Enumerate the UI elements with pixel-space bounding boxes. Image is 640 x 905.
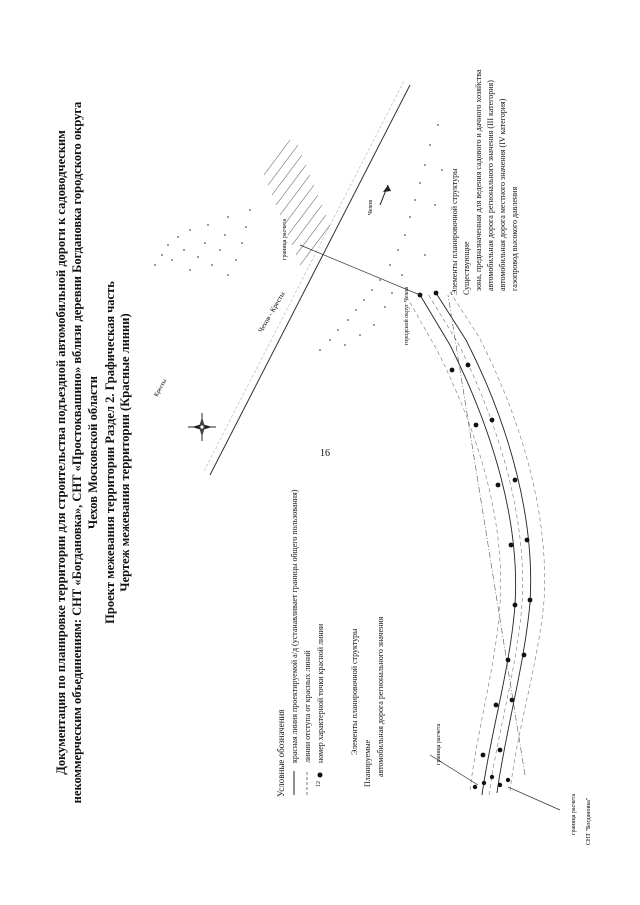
legend-planned-heading: Планируемые bbox=[363, 739, 372, 787]
garden-zone-dots-upper bbox=[154, 209, 251, 276]
label-chekhov: Чехов bbox=[368, 199, 374, 215]
label-road-chekhov-kresty: Чехов - Кресты bbox=[256, 290, 287, 334]
legend-planning-heading: Элементы планировочной структуры bbox=[350, 628, 359, 755]
legend-right-item-local-road: автомобильная дорога местного значения (IV категория) bbox=[498, 98, 507, 291]
label-city-district: городской округ Чехов bbox=[404, 286, 410, 345]
legend-right-item-garden: зона, предназначенная для ведения садового и дачного хозяйства bbox=[474, 69, 483, 291]
legend-point-symbol: 12 bbox=[316, 781, 322, 787]
label-boundary-top: граница расчета bbox=[282, 218, 288, 260]
label-kresty: Кресты bbox=[153, 378, 169, 398]
label-boundary-bottom: граница расчета bbox=[571, 793, 577, 835]
page-number: 16 bbox=[320, 448, 330, 459]
title-line-2: некоммерческим объединениям: СНТ «Богдановка», СНТ «Простоквашино» вблизи деревни Богдановка городского округа bbox=[70, 101, 84, 804]
legend-right-existing: Существующие bbox=[462, 241, 471, 295]
title-line-1: Документация по планировке территории для строительства подъездной автомобильной дороги к садоводческим bbox=[54, 130, 68, 775]
chekhov-arrow-head bbox=[383, 185, 391, 192]
red-line-points bbox=[418, 291, 533, 790]
title-line-4: Проект межевания территории Раздел 2. Графическая часть bbox=[103, 281, 117, 624]
legend-heading: Условные обозначения bbox=[276, 709, 286, 797]
garden-zone-dots-lower bbox=[319, 124, 443, 351]
label-snt: СНТ "Богдановка" bbox=[586, 797, 592, 845]
legend-planned-item-road: автомобильная дорога регионального значения bbox=[376, 616, 385, 777]
legend-item-red-line: красная линия проектируемой а/д (устанавливает границы общего пользования) bbox=[290, 489, 299, 763]
legend-item-point-number: номер характерной точки красной линии bbox=[316, 623, 325, 763]
legend-right-item-gas: газопровод высокого давления bbox=[510, 186, 519, 291]
label-boundary-left: граница расчета bbox=[436, 723, 442, 765]
field-hatching bbox=[264, 140, 330, 265]
title-line-5: Чертеж межевания территории (Красные линии) bbox=[118, 313, 132, 592]
legend-item-offset-line: линии отступа от красных линий bbox=[303, 650, 312, 763]
legend-right-item-regional-road: автомобильная дорога регионального значения (III категория) bbox=[486, 80, 495, 291]
title-line-3: Чехов Московской области bbox=[86, 376, 100, 529]
legend-right-heading: Элементы планировочной структуры bbox=[450, 168, 459, 295]
boundary-bottom-leader bbox=[508, 787, 560, 810]
projected-road-corridor bbox=[408, 289, 545, 795]
north-arrow bbox=[188, 413, 216, 441]
boundary-top-leader bbox=[300, 245, 420, 295]
